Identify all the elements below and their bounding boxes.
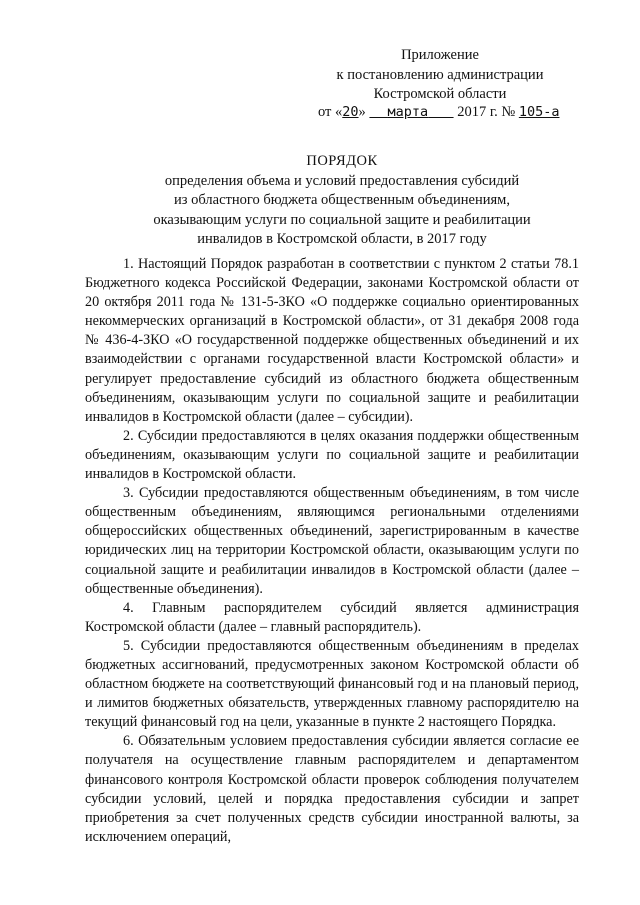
appendix-reference: к постановлению администрации: [336, 66, 544, 83]
paragraph-4: 4. Главным распорядителем субсидий является администрация Костромской области (далее – главный распорядитель).: [85, 599, 579, 635]
date-year: 2017 г. №: [457, 104, 516, 120]
paragraph-3: 3. Субсидии предоставляются общественным объединениям, в том числе общественным объединениям, являющимся региональными отделениями общероссийских общественных объединений, зарегистрированным в качестве юридических лиц на территории Костромской области, оказывающим услуги по социальной защите и реабилитации инвалидов в Костромской области (далее – общественные объединения).: [85, 485, 579, 597]
paragraph-5: 5. Субсидии предоставляются общественным объединениям в пределах бюджетных ассигнований, предусмотренных законом Костромской области об областном бюджете на соответствующий финансовый год и на плановый период, и лимитов бюджетных обязательств, утвержденных главному распорядителю на текущий финансовый год на цели, указанные в пункте 2 настоящего Порядка.: [85, 637, 579, 731]
paragraph-1: 1. Настоящий Порядок разработан в соответствии с пунктом 2 статьи 78.1 Бюджетного кодекса Российской Федерации, законами Костромской области от 20 октября 2011 года № 131-5-ЗКО «О поддержке социально ориентированных некоммерческих организаций в Костромской области», от 31 декабря 2008 года № 436-4-ЗКО «О государственной поддержке общественных объединений и их взаимодействии с органами государственной власти Костромской области» и регулирует предоставление субсидий из областного бюджета общественным объединениям, оказывающим услуги по социальной защите и реабилитации инвалидов в Костромской области (далее – субсидии).: [85, 256, 579, 425]
title-line-1: определения объема и условий предоставления субсидий: [164, 172, 520, 189]
date-quote-close: »: [358, 104, 366, 120]
document-body: [85, 255, 579, 847]
document-title: [112, 152, 572, 250]
appendix-header: [300, 46, 580, 105]
date-day: 20: [342, 104, 359, 120]
resolution-date-number: [318, 104, 559, 121]
title-line-3: оказывающим услуги по социальной защите и реабилитации: [153, 211, 531, 228]
title-main: ПОРЯДОК: [306, 153, 378, 169]
date-month: марта: [387, 104, 429, 120]
title-line-2: из областного бюджета общественным объединениям,: [174, 192, 510, 208]
paragraph-2: 2. Субсидии предоставляются в целях оказания поддержки общественным объединениям, оказывающим услуги по социальной защите и реабилитации инвалидов в Костромской области.: [85, 427, 579, 483]
resolution-number: 105-а: [518, 104, 560, 120]
appendix-region: Костромской области: [373, 86, 507, 102]
date-prefix: от «: [318, 104, 343, 120]
paragraph-6: 6. Обязательным условием предоставления субсидии является согласие ее получателя на осуществление главным распорядителем и департаментом финансового контроля Костромской области проверок соблюдения получателем субсидии условий, целей и порядка предоставления субсидии и запрет приобретения за счет полученных средств субсидии иностранной валюты, за исключением операций,: [85, 733, 579, 845]
appendix-label: Приложение: [401, 47, 479, 63]
title-line-4: инвалидов в Костромской области, в 2017 году: [197, 231, 487, 247]
